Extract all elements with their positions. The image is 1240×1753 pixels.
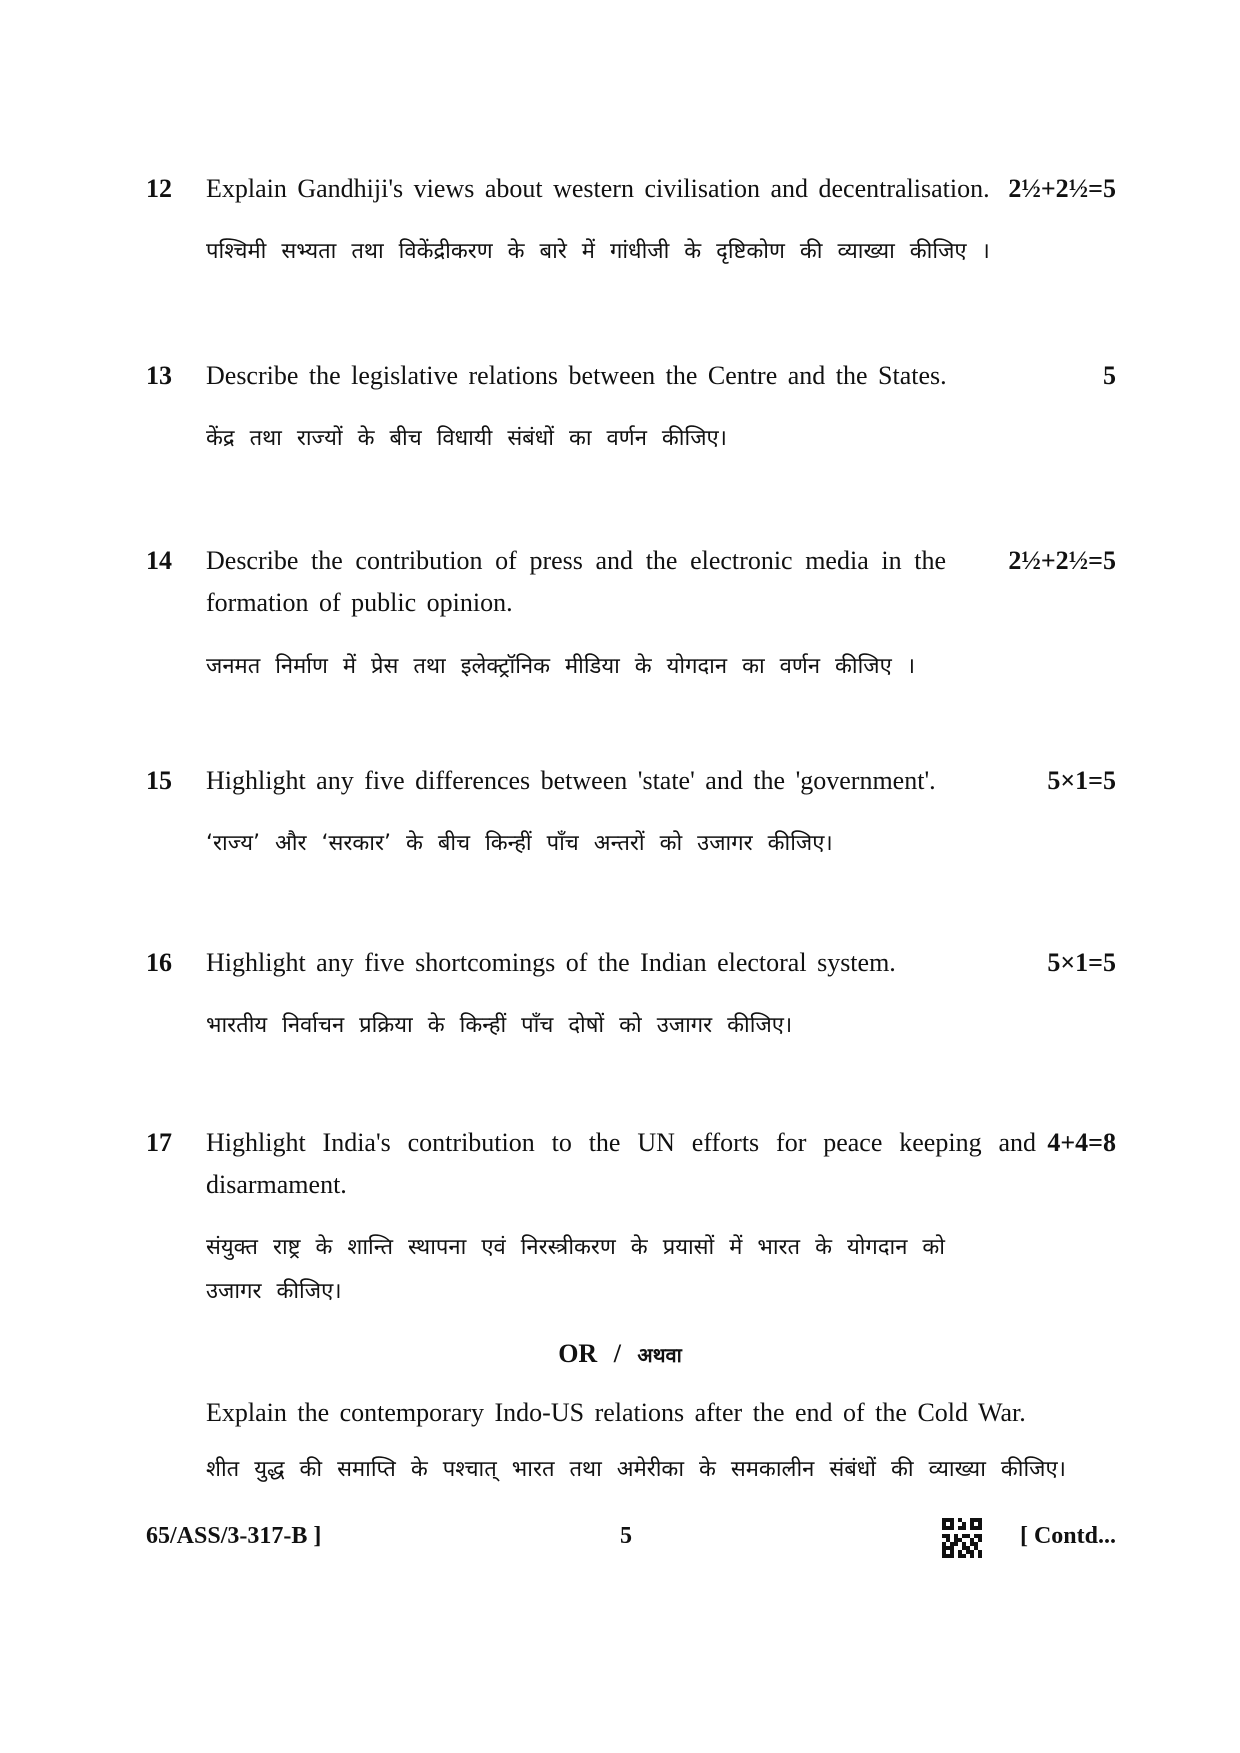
question-text-hindi: ‘राज्य’ और ‘सरकार’ के बीच किन्हीं पाँच अन्तरों को उजागर कीजिए। xyxy=(206,831,833,856)
continued-label: [ Contd... xyxy=(1019,1523,1116,1549)
question-text-english: Highlight any five differences between 'state' and the 'government'. xyxy=(206,766,936,795)
question-text-hindi: पश्चिमी सभ्यता तथा विकेंद्रीकरण के बारे में गांधीजी के दृष्टिकोण की व्याख्या कीजिए । xyxy=(206,239,990,264)
question-marks: 2½+2½=5 xyxy=(1008,174,1116,203)
question-text-hindi: शीत युद्ध की समाप्ति के पश्चात् भारत तथा अमेरीका के समकालीन संबंधों की व्याख्या कीजिए। xyxy=(206,1457,1067,1482)
question-number: 17 xyxy=(146,1128,172,1157)
question-number: 16 xyxy=(146,948,172,977)
page-number: 5 xyxy=(620,1523,632,1549)
qr-code-icon xyxy=(942,1518,982,1558)
question-text-english: Describe the contribution of press and the electronic media in the formation of public opinion. xyxy=(206,546,946,617)
or-separator: / xyxy=(613,1339,621,1368)
question-number: 15 xyxy=(146,766,172,795)
question-text-hindi: भारतीय निर्वाचन प्रक्रिया के किन्हीं पाँच दोषों को उजागर कीजिए। xyxy=(206,1013,793,1038)
question-marks: 5×1=5 xyxy=(1047,948,1116,977)
question-text-hindi: जनमत निर्माण में प्रेस तथा इलेक्ट्रॉनिक मीडिया के योगदान का वर्णन कीजिए । xyxy=(206,654,916,679)
or-divider xyxy=(0,1334,1240,1375)
question-number: 12 xyxy=(146,174,172,203)
page-footer xyxy=(0,1516,1240,1556)
question-marks: 5 xyxy=(1103,361,1116,390)
question-marks: 2½+2½=5 xyxy=(1008,546,1116,575)
question-text-english: Highlight any five shortcomings of the Indian electoral system. xyxy=(206,948,896,977)
question-number: 13 xyxy=(146,361,172,390)
or-label-english: OR xyxy=(558,1339,598,1368)
question-number: 14 xyxy=(146,546,172,575)
question-text-english: Explain the contemporary Indo-US relations after the end of the Cold War. xyxy=(206,1398,1026,1427)
or-label-hindi: अथवा xyxy=(637,1343,682,1367)
question-text-hindi: केंद्र तथा राज्यों के बीच विधायी संबंधों का वर्णन कीजिए। xyxy=(206,426,728,451)
question-marks: 5×1=5 xyxy=(1047,766,1116,795)
question-text-english: Explain Gandhiji's views about western civilisation and decentralisation. xyxy=(206,174,990,203)
paper-code: 65/ASS/3-317-B ] xyxy=(146,1523,322,1549)
question-text-hindi: संयुक्त राष्ट्र के शान्ति स्थापना एवं निरस्त्रीकरण के प्रयासों में भारत के योगदान को उजागर कीजिए। xyxy=(206,1235,945,1304)
question-text-english: Highlight India's contribution to the UN efforts for peace keeping and disarmament. xyxy=(206,1128,1036,1199)
question-text-english: Describe the legislative relations between the Centre and the States. xyxy=(206,361,947,390)
question-marks: 4+4=8 xyxy=(1047,1128,1116,1157)
